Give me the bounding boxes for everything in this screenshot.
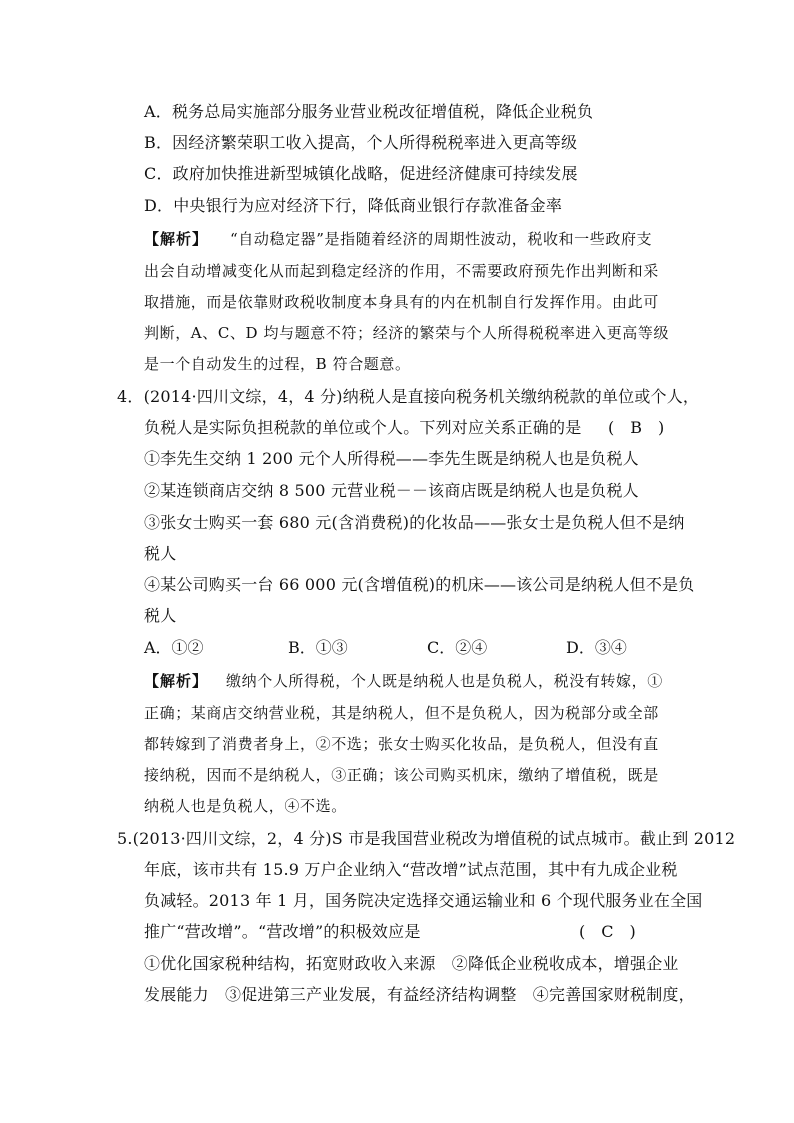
q4-item-2: ②某连锁商店交纳 8 500 元营业税－－该商店既是纳税人也是负税人 bbox=[144, 481, 639, 500]
q4-analysis-line-3: 都转嫁到了消费者身上，②不选；张女士购买化妆品，是负税人，但没有直 bbox=[144, 735, 659, 753]
q4-analysis-line-1: 【解析】 缴纳个人所得税，个人既是纳税人也是负税人，税没有转嫁，① bbox=[144, 672, 663, 690]
q4-analysis-line-5: 纳税人也是负税人，④不选。 bbox=[144, 797, 347, 815]
q3-analysis-line-3: 取措施，而是依靠财政税收制度本身具有的内在机制自行发挥作用。由此可 bbox=[144, 293, 659, 311]
q4-stem-line-2: 负税人是实际负担税款的单位或个人。下列对应关系正确的是 bbox=[144, 418, 582, 437]
q4-analysis-line-2: 正确；某商店交纳营业税，其是纳税人，但不是负税人，因为税部分或全部 bbox=[144, 704, 659, 722]
q4-item-4: ④某公司购买一台 66 000 元(含增值税)的机床——该公司是纳税人但不是负 bbox=[144, 575, 695, 594]
q4-analysis-tag: 【解析】 bbox=[144, 672, 209, 690]
q4-choice-a: A．①② bbox=[144, 638, 204, 657]
q4-choice-d: D．③④ bbox=[566, 638, 627, 657]
q4-item-4-cont: 税人 bbox=[144, 606, 177, 625]
q4-choice-c: C．②④ bbox=[427, 638, 488, 657]
q4-answer: ( B ) bbox=[608, 418, 665, 437]
q3-analysis-line-5: 是一个自动发生的过程，B 符合题意。 bbox=[144, 355, 411, 373]
q5-stem-line-3: 负减轻。2013 年 1 月，国务院决定选择交通运输业和 6 个现代服务业在全国 bbox=[144, 891, 703, 910]
q5-stem-line-2: 年底，该市共有 15.9 万户企业纳入“营改增”试点范围，其中有九成企业税 bbox=[144, 860, 678, 879]
q4-analysis-line-4: 接纳税，因而不是纳税人，③正确；该公司购买机床，缴纳了增值税，既是 bbox=[144, 766, 659, 784]
q5-stem-line-4: 推广“营改增”。“营改增”的积极效应是 bbox=[144, 922, 421, 941]
q4-stem-line-1: 4．(2014·四川文综，4，4 分)纳税人是直接向税务机关缴纳税款的单位或个人， bbox=[117, 387, 700, 406]
q3-analysis-tag: 【解析】 bbox=[144, 230, 209, 248]
q3-option-a: A．税务总局实施部分服务业营业税改征增值税，降低企业税负 bbox=[144, 102, 594, 121]
q3-option-c: C．政府加快推进新型城镇化战略，促进经济健康可持续发展 bbox=[144, 164, 578, 183]
q3-option-b: B．因经济繁荣职工收入提高，个人所得税税率进入更高等级 bbox=[144, 133, 578, 152]
q5-item-line-2: 发展能力 ③促进第三产业发展，有益经济结构调整 ④完善国家财税制度， bbox=[144, 985, 695, 1004]
q4-item-3: ③张女士购买一套 680 元(含消费税)的化妆品——张女士是负税人但不是纳 bbox=[144, 513, 685, 532]
q5-item-line-1: ①优化国家税种结构，拓宽财政收入来源 ②降低企业税收成本，增强企业 bbox=[144, 954, 679, 973]
q3-option-d: D．中央银行为应对经济下行，降低商业银行存款准备金率 bbox=[144, 196, 563, 215]
q5-answer: ( C ) bbox=[579, 922, 636, 941]
q5-stem-line-1: 5.(2013·四川文综，2，4 分)S 市是我国营业税改为增值税的试点城市。截止到 2012 bbox=[117, 829, 736, 848]
q4-item-1: ①李先生交纳 1 200 元个人所得税——李先生既是纳税人也是负税人 bbox=[144, 449, 639, 468]
q3-analysis-line-1: 【解析】 “自动稳定器”是指随着经济的周期性波动，税收和一些政府支 bbox=[144, 230, 653, 248]
q4-item-3-cont: 税人 bbox=[144, 544, 177, 563]
q3-analysis-line-4: 判断，A、C、D 均与题意不符；经济的繁荣与个人所得税税率进入更高等级 bbox=[144, 324, 670, 342]
q3-analysis-line-2: 出会自动增减变化从而起到稳定经济的作用，不需要政府预先作出判断和采 bbox=[144, 262, 659, 280]
q4-choice-b: B．①③ bbox=[288, 638, 348, 657]
